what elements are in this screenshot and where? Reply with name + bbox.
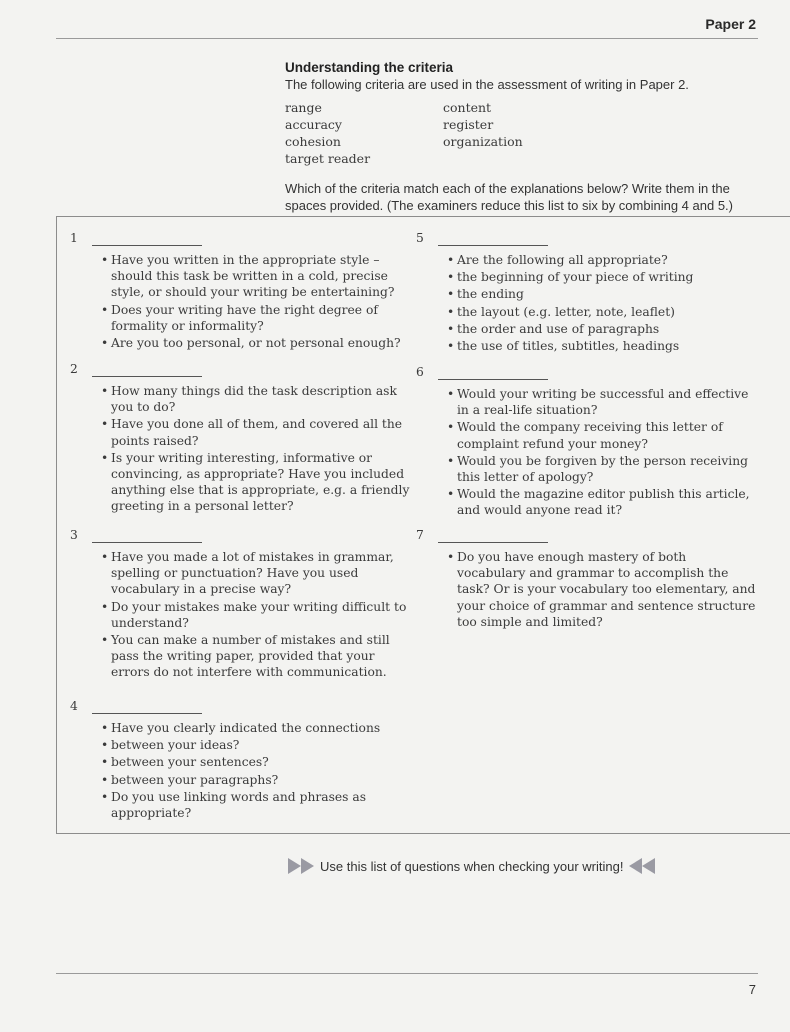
- question-bullet: • the ending: [447, 286, 756, 302]
- paper-label: Paper 2: [705, 16, 756, 32]
- answer-blank[interactable]: [92, 235, 202, 246]
- section-subtitle: The following criteria are used in the assessment of writing in Paper 2.: [285, 77, 689, 92]
- item-number: 7: [416, 527, 424, 542]
- question-bullet: • Do you have enough mastery of both vocabulary and grammar to accomplish the task? Or is your vocabulary too elementary, and your choice of grammar and sentence structure too simple and limited?: [447, 549, 756, 630]
- item-number: 6: [416, 364, 424, 379]
- question-bullet: • Have you written in the appropriate style – should this task be written in a cold, precise style, or should your writing be entertaining?: [101, 252, 410, 301]
- tip-banner: [288, 858, 655, 874]
- criterion: organization: [443, 134, 523, 149]
- answer-blank[interactable]: [438, 532, 548, 543]
- criterion-item-6: [416, 364, 756, 520]
- double-arrow-left-icon: [629, 858, 655, 874]
- question-bullet: • Is your writing interesting, informative or convincing, as appropriate? Have you included anything else that is appropriate, e.g. a friendly greeting in a personal letter?: [101, 450, 410, 515]
- item-number: 1: [70, 230, 78, 245]
- question-bullet: • Would you be forgiven by the person receiving this letter of apology?: [447, 453, 756, 485]
- item-number: 2: [70, 361, 78, 376]
- criterion: cohesion: [285, 134, 341, 149]
- answer-blank[interactable]: [92, 703, 202, 714]
- criterion: accuracy: [285, 117, 342, 132]
- criterion: register: [443, 117, 494, 132]
- footer-divider: [56, 973, 758, 974]
- question-bullet: • Would the company receiving this letter of complaint refund your money?: [447, 419, 756, 451]
- question-bullet: • You can make a number of mistakes and still pass the writing paper, provided that your errors do not interfere with communication.: [101, 632, 410, 681]
- question-bullet: • Do you use linking words and phrases as appropriate?: [101, 789, 410, 821]
- instructions: Which of the criteria match each of the explanations below? Write them in the spaces provided. (The examiners reduce this list to six by combining 4 and 5.): [285, 181, 733, 213]
- question-bullet: • Have you done all of them, and covered all the points raised?: [101, 416, 410, 448]
- criterion: target reader: [285, 151, 371, 166]
- question-bullet: • How many things did the task description ask you to do?: [101, 383, 410, 415]
- answer-blank[interactable]: [438, 369, 548, 380]
- criteria-list: [285, 99, 755, 167]
- question-bullet: • Do your mistakes make your writing difficult to understand?: [101, 599, 410, 631]
- question-bullet: • between your ideas?: [101, 737, 410, 753]
- question-bullet: • between your sentences?: [101, 754, 410, 770]
- criterion-item-1: [70, 230, 410, 352]
- page-number: 7: [748, 982, 756, 997]
- criterion-item-4: [70, 698, 410, 822]
- item-number: 5: [416, 230, 424, 245]
- intro-section: [285, 60, 755, 214]
- item-number: 3: [70, 527, 78, 542]
- question-bullet: • Does your writing have the right degree of formality or informality?: [101, 302, 410, 334]
- question-bullet: • the order and use of paragraphs: [447, 321, 756, 337]
- question-bullet: • Have you clearly indicated the connections: [101, 720, 410, 736]
- question-bullet: • Would the magazine editor publish this article, and would anyone read it?: [447, 486, 756, 518]
- criterion: content: [443, 100, 492, 115]
- criterion-item-7: [416, 527, 756, 631]
- answer-blank[interactable]: [438, 235, 548, 246]
- section-title: Understanding the criteria: [285, 60, 454, 75]
- criterion: range: [285, 100, 322, 115]
- item-number: 4: [70, 698, 78, 713]
- question-bullet: • between your paragraphs?: [101, 772, 410, 788]
- answer-blank[interactable]: [92, 366, 202, 377]
- tip-text: Use this list of questions when checking your writing!: [320, 858, 624, 874]
- criterion-item-3: [70, 527, 410, 682]
- answer-blank[interactable]: [92, 532, 202, 543]
- question-bullet: • the layout (e.g. letter, note, leaflet): [447, 304, 756, 320]
- double-arrow-right-icon: [288, 858, 314, 874]
- question-bullet: • Have you made a lot of mistakes in grammar, spelling or punctuation? Have you used vocabulary in a precise way?: [101, 549, 410, 598]
- question-bullet: • the beginning of your piece of writing: [447, 269, 756, 285]
- criterion-item-2: [70, 361, 410, 516]
- header-divider: [56, 38, 758, 39]
- question-bullet: • Are the following all appropriate?: [447, 252, 756, 268]
- question-bullet: • Would your writing be successful and effective in a real-life situation?: [447, 386, 756, 418]
- question-bullet: • Are you too personal, or not personal enough?: [101, 335, 410, 351]
- question-bullet: • the use of titles, subtitles, headings: [447, 338, 756, 354]
- criterion-item-5: [416, 230, 756, 355]
